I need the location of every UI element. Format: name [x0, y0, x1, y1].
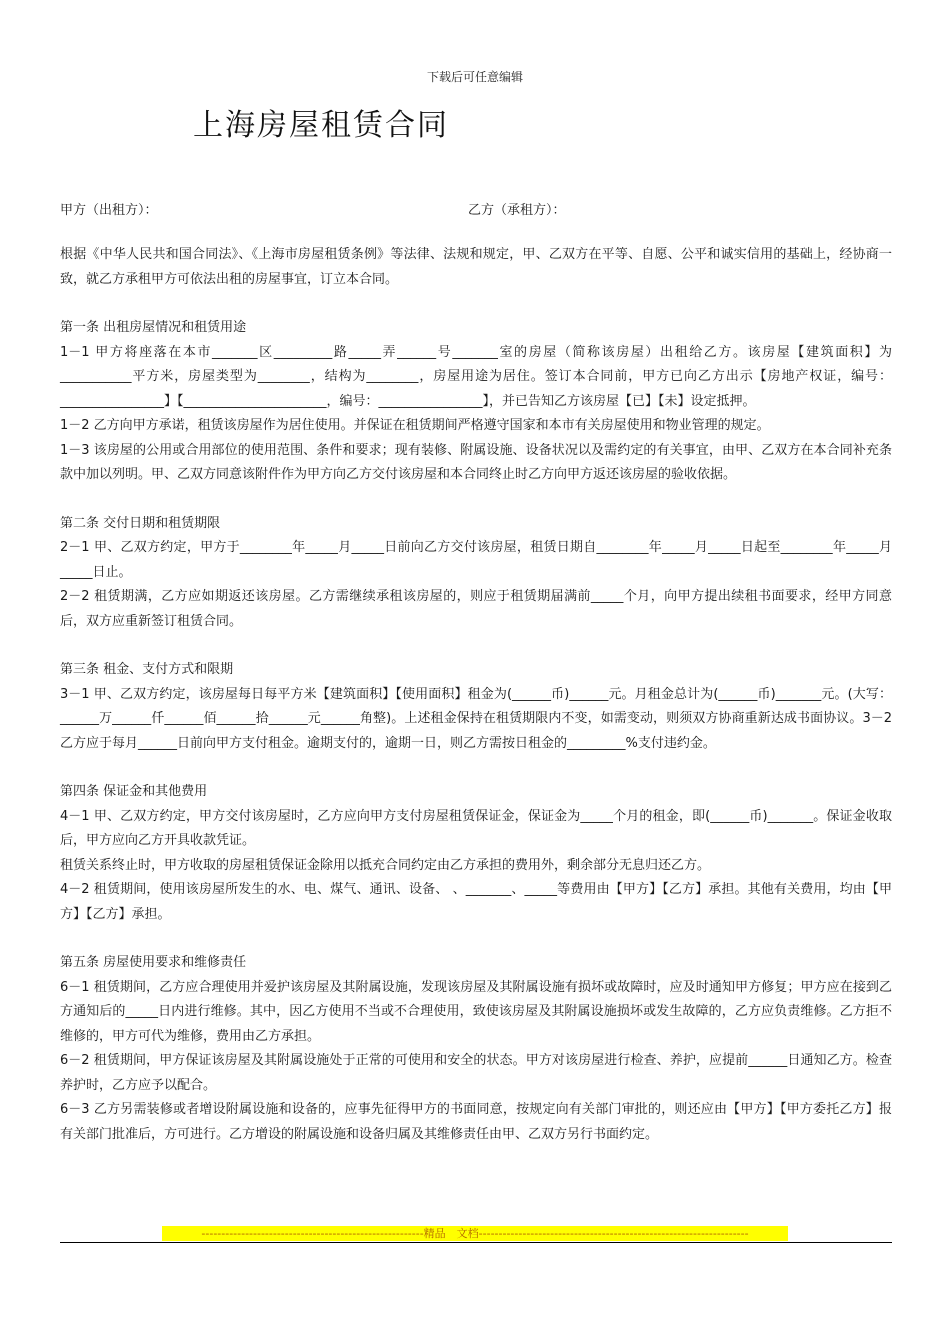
clause-paragraph: 1－2 乙方向甲方承诺，租赁该房屋作为居住使用。并保证在租赁期间严格遵守国家和本市有关房屋使用和物业管理的规定。	[60, 418, 770, 433]
preamble-paragraph: 根据《中华人民共和国合同法》、《上海市房屋租赁条例》等法律、法规和规定，甲、乙双方在平等、自愿、公平和诚实信用的基础上，经协商一致，就乙方承租甲方可依法出租的房屋事宜，订立本合同。	[60, 247, 892, 287]
clause-paragraph: 租赁关系终止时，甲方收取的房屋租赁保证金除用以抵充合同约定由乙方承担的费用外，剩余部分无息归还乙方。	[60, 857, 711, 873]
footer-divider	[60, 1242, 892, 1243]
clause-paragraph: 1－1 甲方将座落在本市_______区_________路_____弄______号_______室的房屋（简称该房屋）出租给乙方。该房屋【建筑面积】为___________平方米，房屋类型为________，结构为________，房屋用途为居住。签订本合同前，甲方已向乙方出示【房地产权证，编号：________________】【______________________，编号：________________】，并已告知乙方该房屋【已】【未】设定抵押。	[60, 344, 892, 409]
section-title: 第二条 交付日期和租赁期限	[60, 515, 221, 531]
section-title: 第四条 保证金和其他费用	[60, 784, 208, 799]
clause-paragraph: 4－1 甲、乙双方约定，甲方交付该房屋时，乙方应向甲方支付房屋租赁保证金，保证金为_____个月的租金，即(______币)_______。保证金收取后，甲方应向乙方开具收款凭证。	[60, 808, 892, 848]
clause-paragraph: 2－1 甲、乙双方约定，甲方于________年_____月_____日前向乙方交付该房屋，租赁日期自________年_____月_____日起至________年_____月_____日止。	[60, 540, 892, 580]
contract-title: 上海房屋租赁合同	[193, 108, 449, 143]
clause-paragraph: 6－1 租赁期间，乙方应合理使用并爱护该房屋及其附属设施，发现该房屋及其附属设施有损坏或故障时，应及时通知甲方修复；甲方应在接到乙方通知后的_____日内进行维修。其中，因乙方使用不当或不合理使用，致使该房屋及其附属设施损坏或发生故障的，乙方应负责维修。乙方拒不维修的，甲方可代为维修，费用由乙方承担。	[60, 979, 892, 1044]
section-title: 第一条 出租房屋情况和租赁用途	[60, 320, 247, 335]
lessee-label: 乙方（承租方）：	[468, 203, 566, 218]
section-title: 第三条 租金、支付方式和限期	[60, 662, 234, 677]
footer-watermark-band: --------------------------------------------------------精品 文档--------------------------------------------------------------------	[162, 1226, 788, 1241]
clause-paragraph: 3－1 甲、乙双方约定，该房屋每日每平方米【建筑面积】【使用面积】租金为(______币)______元。月租金总计为(______币)_______元。(大写：______万______仟______佰______拾______元______角整)。上述租金保持在租赁期限内不变，如需变动，则须双方协商重新达成书面协议。3－2 乙方应于每月______日前向甲方支付租金。逾期支付的，逾期一日，则乙方需按日租金的_________%支付违约金。	[60, 686, 892, 751]
clause-paragraph: 1－3 该房屋的公用或合用部位的使用范围、条件和要求；现有装修、附属设施、设备状况以及需约定的有关事宜，由甲、乙双方在本合同补充条款中加以列明。甲、乙双方同意该附件作为甲方向乙方交付该房屋和本合同终止时乙方向甲方返还该房屋的验收依据。	[60, 442, 892, 482]
editable-note: 下载后可任意编辑	[426, 70, 523, 84]
clause-paragraph: 2－2 租赁期满，乙方应如期返还该房屋。乙方需继续承租该房屋的，则应于租赁期届满前_____个月，向甲方提出续租书面要求，经甲方同意后，双方应重新签订租赁合同。	[60, 589, 892, 629]
section-title: 第五条 房屋使用要求和维修责任	[60, 955, 247, 970]
clause-paragraph: 4－2 租赁期间，使用该房屋所发生的水、电、煤气、通讯、设备、 、_______、_____等费用由【甲方】【乙方】承担。其他有关费用，均由【甲方】【乙方】承担。	[60, 882, 892, 922]
contract-body	[60, 243, 892, 1147]
lessor-label: 甲方（出租方）：	[60, 203, 158, 218]
clause-paragraph: 6－2 租赁期间，甲方保证该房屋及其附属设施处于正常的可使用和安全的状态。甲方对该房屋进行检查、养护，应提前______日通知乙方。检查养护时，乙方应予以配合。	[60, 1053, 892, 1093]
clause-paragraph: 6－3 乙方另需装修或者增设附属设施和设备的，应事先征得甲方的书面同意，按规定向有关部门审批的，则还应由【甲方】【甲方委托乙方】报有关部门批准后，方可进行。乙方增设的附属设施和设备归属及其维修责任由甲、乙双方另行书面约定。	[60, 1102, 892, 1142]
